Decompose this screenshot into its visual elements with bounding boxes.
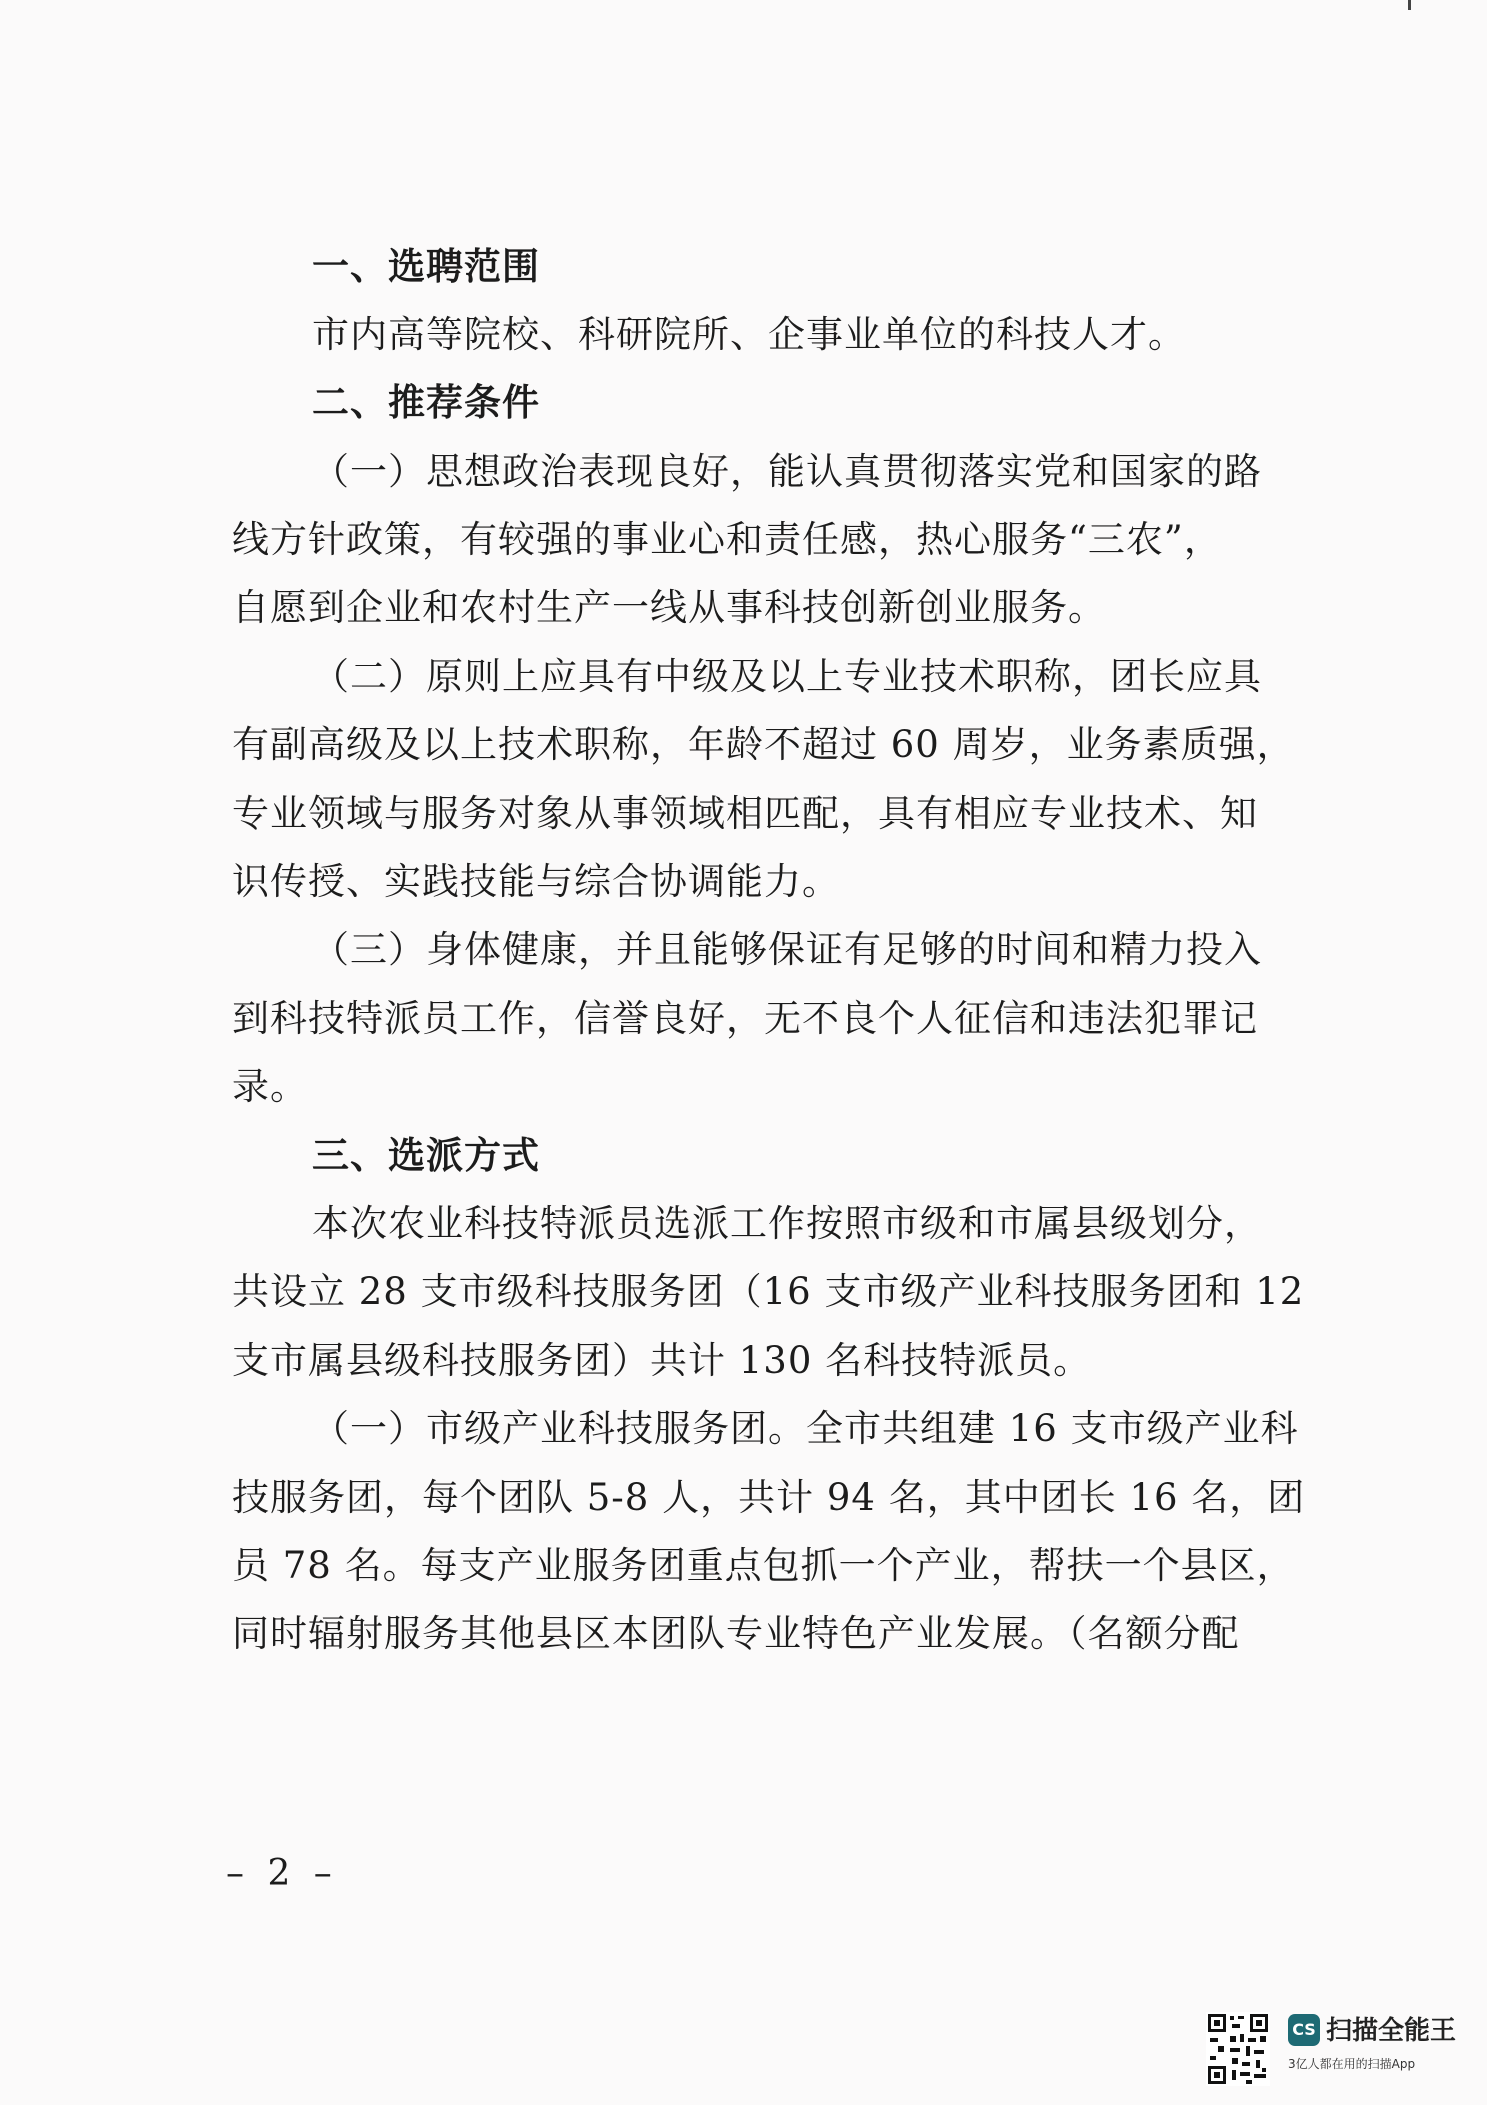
paragraph-line: 员 78 名。每支产业服务团重点包抓一个产业，帮扶一个县区， xyxy=(232,1544,1295,1587)
paragraph-line: 自愿到企业和农村生产一线从事科技创新创业服务。 xyxy=(232,586,1106,629)
paragraph-line: （一）市级产业科技服务团。全市共组建 16 支市级产业科 xyxy=(312,1407,1299,1450)
paragraph-line: 本次农业科技特派员选派工作按照市级和市属县级划分， xyxy=(312,1202,1262,1245)
paragraph-line: （一）思想政治表现良好，能认真贯彻落实党和国家的路 xyxy=(312,450,1262,493)
paragraph-line: 同时辐射服务其他县区本团队专业特色产业发展。（名额分配 xyxy=(232,1612,1240,1655)
paragraph-line: 支市属县级科技服务团）共计 130 名科技特派员。 xyxy=(232,1339,1092,1382)
paragraph-line: 共设立 28 支市级科技服务团（16 支市级产业科技服务团和 12 xyxy=(232,1270,1305,1313)
section-heading-scope: 一、选聘范围 xyxy=(312,245,540,288)
brand-title: 扫描全能王 xyxy=(1326,2016,1457,2046)
corner-mark xyxy=(1408,0,1411,10)
paragraph-line: 录。 xyxy=(232,1065,308,1108)
paragraph-line: 市内高等院校、科研院所、企事业单位的科技人才。 xyxy=(312,313,1186,356)
brand-subtitle: 3亿人都在用的扫描App xyxy=(1288,2057,1416,2071)
qr-code-icon xyxy=(1206,2012,1270,2086)
paragraph-line: 识传授、实践技能与综合协调能力。 xyxy=(232,860,840,903)
paragraph-line: 线方针政策，有较强的事业心和责任感，热心服务“三农”， xyxy=(232,518,1222,561)
paragraph-line: 到科技特派员工作，信誉良好，无不良个人征信和违法犯罪记 xyxy=(232,997,1258,1040)
paragraph-line: （三）身体健康，并且能够保证有足够的时间和精力投入 xyxy=(312,928,1262,971)
section-heading-method: 三、选派方式 xyxy=(312,1134,540,1177)
paragraph-line: 有副高级及以上技术职称，年龄不超过 60 周岁，业务素质强， xyxy=(232,723,1295,766)
page-number: – 2 – xyxy=(226,1853,338,1894)
camscanner-logo: CS xyxy=(1288,2014,1320,2046)
paragraph-line: 技服务团，每个团队 5-8 人，共计 94 名，其中团长 16 名，团 xyxy=(232,1476,1306,1519)
paragraph-line: 专业领域与服务对象从事领域相匹配，具有相应专业技术、知 xyxy=(232,792,1258,835)
paragraph-line: （二）原则上应具有中级及以上专业技术职称，团长应具 xyxy=(312,655,1262,698)
section-heading-conditions: 二、推荐条件 xyxy=(312,381,540,424)
